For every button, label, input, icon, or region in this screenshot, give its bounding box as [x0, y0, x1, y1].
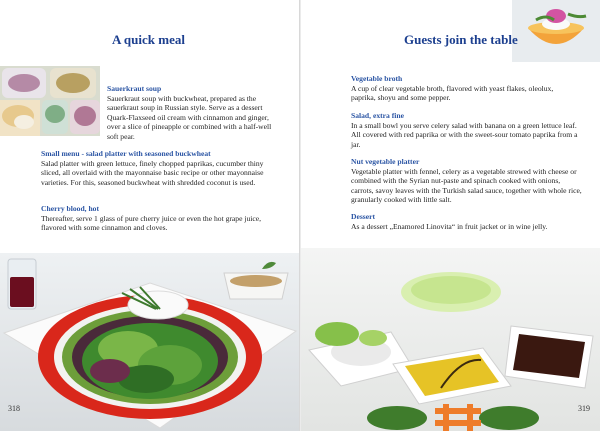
page-title: Guests join the table: [404, 32, 518, 47]
recipe-section: [107, 84, 272, 142]
recipe-heading: Small menu - salad platter with seasoned buckwheat: [41, 149, 211, 158]
salad-platter-photo: [0, 253, 299, 431]
food-collage-photo: [0, 66, 100, 136]
recipe-heading: Sauerkraut soup: [107, 84, 162, 93]
recipe-heading: Nut vegetable platter: [351, 157, 420, 166]
recipe-text: Thereafter, serve 1 glass of pure cherry juice or even the hot grape juice, flavored with some cinnamon and cloves.: [41, 213, 262, 233]
recipe-section: [351, 111, 583, 149]
recipe-text: Salad platter with green lettuce, finely chopped paprikas, cucumber thiny sliced, all overlaid with the mayonnaise basic recipe or other mayonnaise varieties. For this, seasoned buckwheat with shredded coconut is used.: [41, 158, 264, 187]
left-page: [0, 0, 299, 431]
page-number: 318: [8, 404, 20, 413]
recipe-text: A cup of clear vegetable broth, flavored with yeast flakes, oleolux, paprika, shoyu and some pepper.: [351, 83, 554, 103]
dessert-photo: [512, 0, 600, 62]
page-number: 319: [578, 404, 590, 413]
recipe-heading: Cherry blood, hot: [41, 204, 100, 213]
recipe-text: Vegetable platter with fennel, celery as a vegetable strewed with cheese or combined with the Syrian nut-paste and spinach cooked with onions, carrots, savoy leaves with the Turkish salad sauce, together with whole rice, granularly cooked with little salt.: [351, 166, 582, 205]
recipe-heading: Dessert: [351, 212, 376, 221]
recipe-text: Sauerkraut soup with buckwheat, prepared as the sauerkraut soup in Russian style. Serve as a dessert Quark-Flaxseed oil cream with cinnamon and ginger, over a slice of pineapple or combined with a half-well soft pear.: [107, 93, 272, 141]
vegetable-bowls-photo: [301, 248, 600, 431]
recipe-text: As a dessert „Enamored Linovita“ in fruit jacket or in wine jelly.: [351, 221, 548, 231]
recipe-section: [351, 212, 583, 231]
recipe-section: [41, 149, 272, 187]
recipe-heading: Salad, extra fine: [351, 111, 404, 120]
recipe-section: [41, 204, 272, 233]
recipe-section: [351, 157, 583, 205]
recipe-heading: Vegetable broth: [351, 74, 403, 83]
recipe-section: [351, 74, 575, 103]
right-page: [301, 0, 600, 431]
recipe-text: In a small bowl you serve celery salad with banana on a green lettuce leaf. All covered with red paprika or with the sweet-sour tomato paprika from a jar.: [351, 120, 578, 149]
page-title: A quick meal: [112, 32, 185, 47]
